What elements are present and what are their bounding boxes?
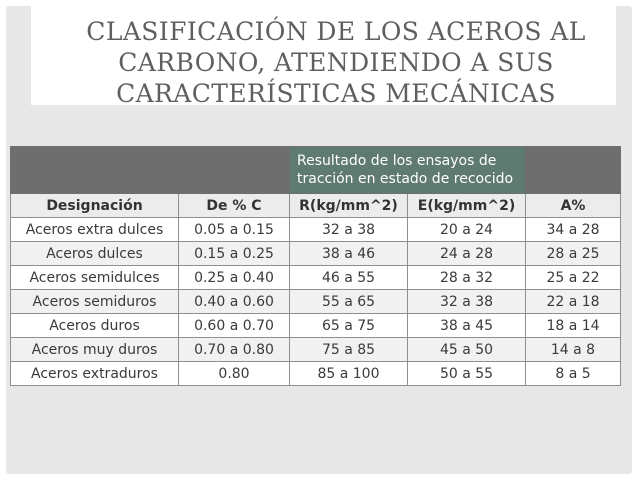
table-row xyxy=(11,218,621,242)
header-blank-cell xyxy=(526,147,621,194)
title-line-2: CARBONO, ATENDIENDO A SUS xyxy=(118,48,554,77)
table-cell: 0.40 a 0.60 xyxy=(179,290,290,314)
table-cell: 45 a 50 xyxy=(408,338,526,362)
table-cell: 32 a 38 xyxy=(408,290,526,314)
column-header: R(kg/mm^2) xyxy=(290,194,408,218)
table-cell: 28 a 32 xyxy=(408,266,526,290)
header-blank-cell xyxy=(179,147,290,194)
title-line-1: CLASIFICACIÓN DE LOS ACEROS AL xyxy=(86,17,586,46)
table-cell: Aceros duros xyxy=(11,314,179,338)
table-cell: 0.05 a 0.15 xyxy=(179,218,290,242)
table-cell: 25 a 22 xyxy=(526,266,621,290)
table-cell: 50 a 55 xyxy=(408,362,526,386)
table-cell: 75 a 85 xyxy=(290,338,408,362)
table-cell: 0.70 a 0.80 xyxy=(179,338,290,362)
table-row xyxy=(11,266,621,290)
table-cell: 34 a 28 xyxy=(526,218,621,242)
table-cell: 0.60 a 0.70 xyxy=(179,314,290,338)
table-cell: 38 a 45 xyxy=(408,314,526,338)
table-cell: Aceros extraduros xyxy=(11,362,179,386)
slide-title xyxy=(76,16,596,109)
column-header: De % C xyxy=(179,194,290,218)
table-cell: 14 a 8 xyxy=(526,338,621,362)
column-header: A% xyxy=(526,194,621,218)
group-header-tensile: Resultado de los ensayos de tracción en estado de recocido xyxy=(290,147,526,194)
table-cell: 0.15 a 0.25 xyxy=(179,242,290,266)
table-cell: Aceros muy duros xyxy=(11,338,179,362)
table-row xyxy=(11,290,621,314)
column-header: Designación xyxy=(11,194,179,218)
table-cell: 85 a 100 xyxy=(290,362,408,386)
header-blank-cell xyxy=(11,147,179,194)
table-cell: 32 a 38 xyxy=(290,218,408,242)
column-header-row xyxy=(11,194,621,218)
table-cell: 38 a 46 xyxy=(290,242,408,266)
table-cell: Aceros extra dulces xyxy=(11,218,179,242)
table-cell: 0.25 a 0.40 xyxy=(179,266,290,290)
column-header: E(kg/mm^2) xyxy=(408,194,526,218)
table-cell: 0.80 xyxy=(179,362,290,386)
table-cell: 18 a 14 xyxy=(526,314,621,338)
group-header-row xyxy=(11,147,621,194)
steel-classification-table xyxy=(10,146,621,386)
table-cell: 20 a 24 xyxy=(408,218,526,242)
table-row xyxy=(11,362,621,386)
table-cell: 55 a 65 xyxy=(290,290,408,314)
table-row xyxy=(11,242,621,266)
table-cell: 24 a 28 xyxy=(408,242,526,266)
table-cell: 28 a 25 xyxy=(526,242,621,266)
table-cell: Aceros semiduros xyxy=(11,290,179,314)
title-line-3: CARACTERÍSTICAS MECÁNICAS xyxy=(116,79,556,108)
table-cell: 46 a 55 xyxy=(290,266,408,290)
table-cell: 8 a 5 xyxy=(526,362,621,386)
table-cell: 22 a 18 xyxy=(526,290,621,314)
table-cell: Aceros semidulces xyxy=(11,266,179,290)
table-cell: Aceros dulces xyxy=(11,242,179,266)
table-row xyxy=(11,338,621,362)
table-cell: 65 a 75 xyxy=(290,314,408,338)
table-row xyxy=(11,314,621,338)
